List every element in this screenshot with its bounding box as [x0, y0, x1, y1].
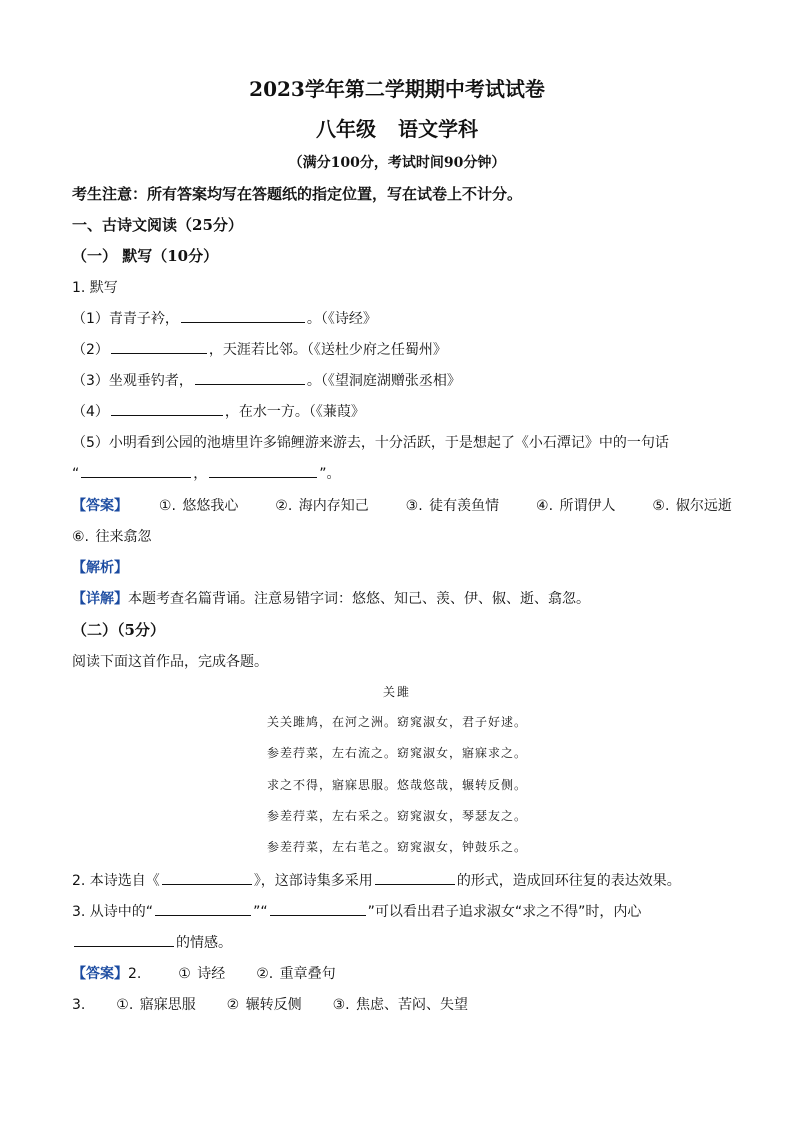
q1-item-3: （3）坐观垂钓者， 。（《望洞庭湖赠张丞相》 — [72, 370, 461, 390]
answer1-row — [72, 495, 732, 515]
q3-row-2: 的情感。 — [72, 932, 232, 952]
poem-line: 参差荇菜，左右采之。窈窕淑女，琴瑟友之。 — [266, 809, 527, 823]
part2-instruction: 阅读下面这首作品，完成各题。 — [72, 654, 268, 670]
detail-text: 本题考查名篇背诵。注意易错字词：悠悠、知己、羡、伊、俶、逝、翕忽。 — [128, 591, 590, 607]
poem-line: 参差荇菜，左右芼之。窈窕淑女，钟鼓乐之。 — [266, 840, 527, 854]
answer-item: ④. 所谓伊人 — [536, 498, 616, 514]
part2-heading: （二）（5分） — [72, 621, 165, 639]
answer-blank[interactable] — [111, 401, 223, 416]
answer1-row-2: ⑥. 往来翕忽 — [72, 529, 152, 545]
analysis-tag: 【解析】 — [72, 560, 128, 576]
q2-row: 2. 本诗选自《 》，这部诗集多采用 的形式，造成回环往复的表达效果。 — [72, 870, 681, 890]
answer-item: ② 辗转反侧 — [226, 997, 302, 1013]
answer-blank[interactable] — [81, 463, 191, 478]
answer-item: ①. 悠悠我心 — [158, 498, 239, 514]
exam-notice: 考生注意：所有答案均写在答题纸的指定位置，写在试卷上不计分。 — [72, 185, 523, 203]
q3-row: 3. 从诗中的“ ”“ ”可以看出君子追求淑女“求之不得”时，内心 — [72, 901, 641, 921]
answer-blank[interactable] — [195, 370, 305, 385]
answer-blank[interactable] — [209, 463, 317, 478]
answer-item: ① 诗经 — [178, 966, 226, 982]
subject-label: 语文学科 — [398, 117, 478, 141]
poem-line: 关关雎鸠，在河之洲。窈窕淑女，君子好逑。 — [266, 715, 527, 729]
answer-tag: 【答案】 — [72, 966, 128, 982]
answer-blank[interactable] — [270, 901, 366, 916]
exam-title: 2023学年第二学期期中考试试卷 — [249, 77, 545, 101]
section1-heading: 一、古诗文阅读（25分） — [72, 216, 243, 234]
answer-blank[interactable] — [162, 870, 252, 885]
exam-info: （满分100分，考试时间90分钟） — [288, 155, 506, 171]
q1-item-5: （5）小明看到公园的池塘里许多锦鲤游来游去，十分活跃，于是想起了《小石潭记》中的一句话 — [72, 435, 669, 451]
answer-blank[interactable] — [181, 308, 305, 323]
answer-item: ①. 寤寐思服 — [116, 997, 196, 1013]
grade-label: 八年级 — [316, 117, 376, 141]
part1-heading: （一） 默写（10分） — [72, 247, 219, 265]
answer-blank[interactable] — [111, 339, 207, 354]
answer-item: ②. 海内存知己 — [275, 498, 369, 514]
answer-blank[interactable] — [74, 932, 174, 947]
q1-item-4: （4） ，在水一方。（《蒹葭》 — [72, 401, 365, 421]
answer-item: ②. 重章叠句 — [256, 966, 336, 982]
answer-blank[interactable] — [375, 870, 455, 885]
answer-item: ⑤. 俶尔远逝 — [652, 498, 732, 514]
q1-item-2: （2） ，天涯若比邻。（《送杜少府之任蜀州》 — [72, 339, 447, 359]
exam-subtitle — [0, 113, 794, 142]
answer-blank[interactable] — [155, 901, 251, 916]
q1-label: 1. 默写 — [72, 280, 118, 296]
answer-tag: 【答案】 — [72, 498, 128, 514]
detail-tag: 【详解】 — [72, 591, 128, 607]
answer3-row: 3. ①. 寤寐思服 ② 辗转反侧 ③. 焦虑、苦闷、失望 — [72, 997, 469, 1013]
answer2-row: 【答案】2. ① 诗经 ②. 重章叠句 — [72, 966, 336, 982]
poem-line: 求之不得，寤寐思服。悠哉悠哉，辗转反侧。 — [266, 778, 527, 792]
detail-row — [72, 588, 590, 608]
poem-line: 参差荇菜，左右流之。窈窕淑女，寤寐求之。 — [266, 746, 527, 760]
poem-title: 关雎 — [382, 685, 411, 699]
q1-item-1: （1）青青子衿， 。（《诗经》 — [72, 308, 377, 328]
answer-item: ③. 焦虑、苦闷、失望 — [332, 997, 469, 1013]
answer-item: ③. 徒有羡鱼情 — [405, 498, 500, 514]
q1-item-5-blanks: “ ， ”。 — [72, 463, 341, 483]
